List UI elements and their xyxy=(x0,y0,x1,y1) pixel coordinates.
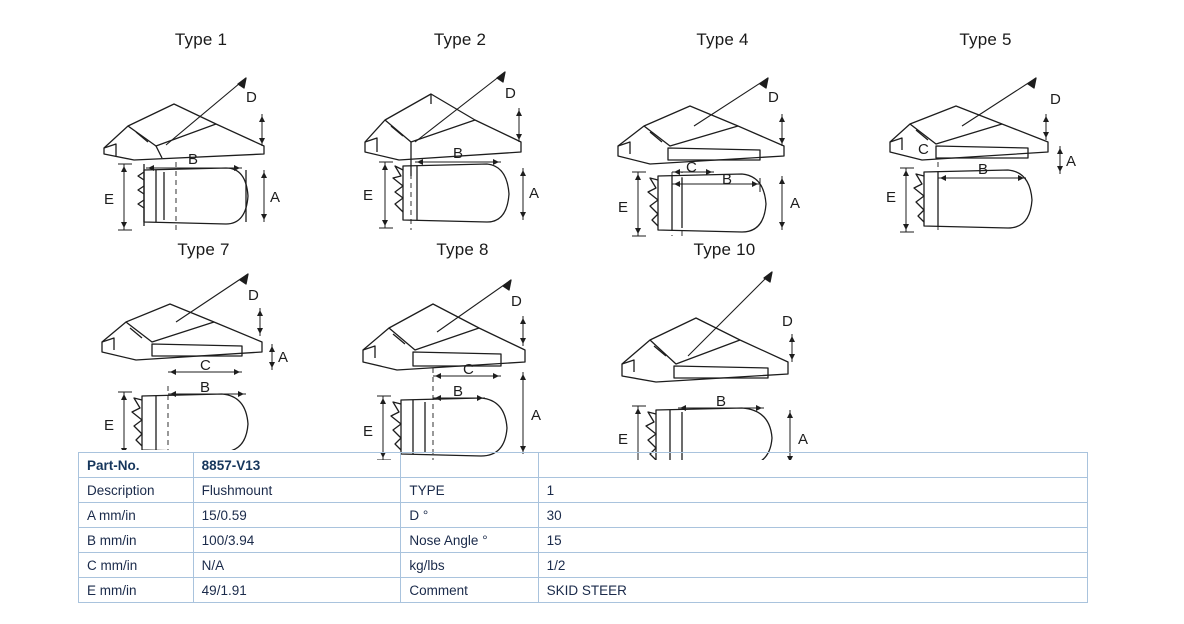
dim-label-D: D xyxy=(768,89,779,106)
cell-value-2: 1/2 xyxy=(538,553,1087,578)
specification-table xyxy=(78,452,1088,603)
cell-value-2 xyxy=(538,453,1087,478)
diagram-title: Type 1 xyxy=(174,30,228,49)
table-row xyxy=(79,453,1088,478)
cell-label: A mm/in xyxy=(79,503,194,528)
cell-label: Description xyxy=(79,478,194,503)
dim-label-D: D xyxy=(248,287,259,304)
cell-value: 100/3.94 xyxy=(193,528,401,553)
dim-label-D: D xyxy=(1050,91,1061,108)
table-row xyxy=(79,528,1088,553)
type-2-drawing xyxy=(355,50,565,240)
dim-label-E: E xyxy=(363,423,374,440)
cell-value: 8857-V13 xyxy=(193,453,401,478)
table-row xyxy=(79,503,1088,528)
cell-value: N/A xyxy=(193,553,401,578)
cell-label: E mm/in xyxy=(79,578,194,603)
diagram-type-1 xyxy=(96,30,306,240)
cell-label-2: Comment xyxy=(401,578,538,603)
dim-label-E: E xyxy=(104,191,115,208)
dim-label-A: A xyxy=(1066,153,1077,170)
dim-label-C: C xyxy=(686,159,697,176)
cell-value-2: SKID STEER xyxy=(538,578,1087,603)
dim-label-D: D xyxy=(505,85,516,102)
diagram-title: Type 7 xyxy=(177,240,230,259)
dim-label-D: D xyxy=(511,293,522,310)
cell-value: 49/1.91 xyxy=(193,578,401,603)
type-10-drawing xyxy=(612,260,837,460)
dim-label-E: E xyxy=(618,431,629,448)
type-7-drawing xyxy=(96,260,311,450)
diagram-type-2 xyxy=(355,30,565,240)
dim-label-C: C xyxy=(200,357,211,374)
dim-label-B: B xyxy=(978,161,989,178)
dim-label-A: A xyxy=(270,189,281,206)
cell-label: B mm/in xyxy=(79,528,194,553)
cell-label-2: D ° xyxy=(401,503,538,528)
dim-label-E: E xyxy=(886,189,897,206)
diagram-type-5 xyxy=(878,30,1093,240)
dim-label-D: D xyxy=(246,89,257,106)
table-row xyxy=(79,553,1088,578)
dim-label-A: A xyxy=(798,431,809,448)
type-4-drawing xyxy=(610,50,835,240)
cell-value: 15/0.59 xyxy=(193,503,401,528)
dim-label-A: A xyxy=(278,349,289,366)
type-1-drawing xyxy=(96,50,306,240)
table-row xyxy=(79,478,1088,503)
cell-label: C mm/in xyxy=(79,553,194,578)
diagram-type-10 xyxy=(612,240,837,460)
cell-value-2: 1 xyxy=(538,478,1087,503)
dim-label-E: E xyxy=(104,417,115,434)
diagram-type-4 xyxy=(610,30,835,240)
cell-value-2: 15 xyxy=(538,528,1087,553)
dim-label-E: E xyxy=(363,187,374,204)
dim-label-D: D xyxy=(782,313,793,330)
type-5-drawing xyxy=(878,50,1093,240)
cell-value: Flushmount xyxy=(193,478,401,503)
dim-label-B: B xyxy=(188,151,199,168)
diagram-title: Type 2 xyxy=(433,30,487,49)
dim-label-B: B xyxy=(453,145,464,162)
cell-label: Part-No. xyxy=(79,453,194,478)
diagram-type-8 xyxy=(355,240,570,460)
dim-label-C: C xyxy=(918,141,929,158)
diagram-title: Type 4 xyxy=(696,30,749,49)
cell-label-2: Nose Angle ° xyxy=(401,528,538,553)
dim-label-B: B xyxy=(453,383,464,400)
dim-label-E: E xyxy=(618,199,629,216)
diagram-type-7 xyxy=(96,240,311,450)
dim-label-A: A xyxy=(531,407,542,424)
dim-label-B: B xyxy=(716,393,727,410)
cell-label-2: TYPE xyxy=(401,478,538,503)
diagram-title: Type 8 xyxy=(436,240,489,259)
table-row xyxy=(79,578,1088,603)
cell-label-2: kg/lbs xyxy=(401,553,538,578)
cell-label-2 xyxy=(401,453,538,478)
dim-label-B: B xyxy=(722,171,733,188)
type-8-drawing xyxy=(355,260,570,460)
dim-label-B: B xyxy=(200,379,211,396)
cell-value-2: 30 xyxy=(538,503,1087,528)
diagram-title: Type 5 xyxy=(959,30,1012,49)
dim-label-C: C xyxy=(463,361,474,378)
dim-label-A: A xyxy=(790,195,801,212)
diagram-title: Type 10 xyxy=(693,240,756,259)
dim-label-A: A xyxy=(529,185,540,202)
